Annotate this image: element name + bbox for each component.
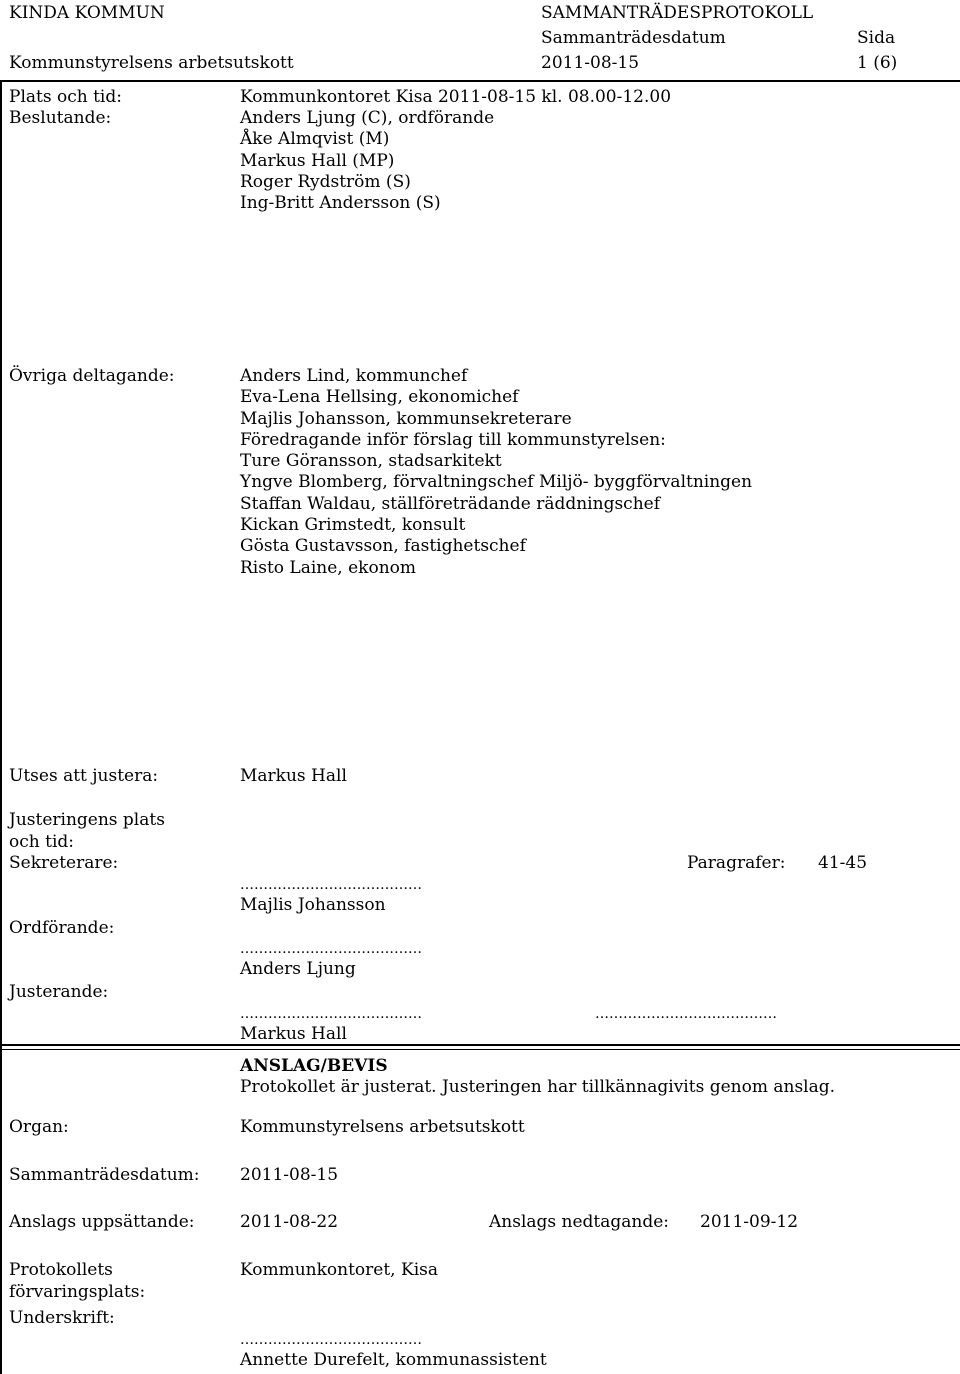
others-list	[240, 366, 752, 579]
adjust-time-label: och tid:	[9, 832, 74, 852]
storage-value: Kommunkontoret, Kisa	[240, 1260, 438, 1280]
deciding-label: Beslutande:	[9, 108, 112, 128]
header-divider	[0, 80, 960, 82]
second-signature-line: …………………………………	[595, 1006, 777, 1022]
justifier-name: Markus Hall	[240, 1024, 347, 1044]
signature-line: …………………………………	[240, 1332, 422, 1348]
participant: Risto Laine, ekonom	[240, 557, 417, 578]
removed-label: Anslags nedtagande:	[489, 1212, 670, 1232]
notice-text: Protokollet är justerat. Justeringen har tillkännagivits genom anslag.	[240, 1077, 836, 1097]
page-number: 1 (6)	[857, 53, 898, 73]
justifier-signature-line: …………………………………	[240, 1006, 422, 1022]
participant: Anders Lind, kommunchef	[240, 366, 468, 386]
notice-left-border	[0, 1044, 2, 1374]
storage-label: Protokollets	[9, 1260, 113, 1280]
participant: Yngve Blomberg, förvaltningschef Miljö- byggförvaltningen	[240, 472, 753, 493]
participant: Föredragande inför förslag till kommunstyrelsen:	[240, 429, 666, 450]
chair-label: Ordförande:	[9, 918, 115, 938]
notice-divider-inner	[0, 1049, 960, 1050]
participant: Kickan Grimstedt, konsult	[240, 515, 466, 536]
secretary-name: Majlis Johansson	[240, 895, 386, 915]
adjuster-value: Markus Hall	[240, 766, 347, 786]
chair-signature-line: …………………………………	[240, 941, 422, 957]
posted-value: 2011-08-22	[240, 1212, 339, 1232]
justifier-label: Justerande:	[9, 982, 109, 1002]
removed-value: 2011-09-12	[700, 1212, 799, 1232]
document-type: SAMMANTRÄDESPROTOKOLL	[541, 3, 814, 23]
left-border	[0, 80, 2, 1044]
signature-label: Underskrift:	[9, 1308, 115, 1328]
paragraphs-value: 41-45	[818, 853, 868, 873]
secretary-signature-line: …………………………………	[240, 877, 422, 893]
notice-meeting-date-value: 2011-08-15	[240, 1165, 339, 1185]
adjuster-label: Utses att justera:	[9, 766, 159, 786]
notice-title: ANSLAG/BEVIS	[240, 1056, 388, 1076]
signature-name: Annette Durefelt, kommunassistent	[240, 1350, 547, 1370]
paragraphs-label: Paragrafer:	[687, 853, 786, 873]
municipality-name: KINDA KOMMUN	[9, 3, 165, 23]
deciding-member: Markus Hall (MP)	[240, 150, 395, 171]
participant: Ture Göransson, stadsarkitekt	[240, 451, 502, 472]
participant: Eva-Lena Hellsing, ekonomichef	[240, 387, 519, 408]
place-label: Plats och tid:	[9, 87, 122, 107]
page-label: Sida	[857, 28, 896, 48]
participant: Staffan Waldau, ställföreträdande räddningschef	[240, 493, 660, 514]
chair-name: Anders Ljung	[240, 959, 356, 979]
deciding-member: Roger Rydström (S)	[240, 171, 411, 192]
notice-divider-top	[0, 1044, 960, 1046]
posted-label: Anslags uppsättande:	[9, 1212, 195, 1232]
notice-meeting-date-label: Sammanträdesdatum:	[9, 1165, 200, 1185]
organ-value: Kommunstyrelsens arbetsutskott	[240, 1117, 525, 1137]
deciding-list	[240, 108, 494, 214]
deciding-member: Åke Almqvist (M)	[240, 129, 390, 150]
storage-label-2: förvaringsplats:	[9, 1282, 146, 1302]
place-value: Kommunkontoret Kisa 2011-08-15 kl. 08.00-12.00	[240, 87, 672, 107]
adjust-place-label: Justeringens plats	[9, 810, 165, 830]
deciding-member: Ing-Britt Andersson (S)	[240, 193, 441, 214]
others-label: Övriga deltagande:	[9, 366, 175, 386]
participant: Majlis Johansson, kommunsekreterare	[240, 408, 572, 429]
deciding-member: Anders Ljung (C), ordförande	[240, 108, 495, 128]
meeting-date: 2011-08-15	[541, 53, 640, 73]
participant: Gösta Gustavsson, fastighetschef	[240, 536, 526, 557]
organ-label: Organ:	[9, 1117, 69, 1137]
meeting-date-label: Sammanträdesdatum	[541, 28, 726, 48]
committee-name: Kommunstyrelsens arbetsutskott	[9, 53, 294, 73]
secretary-label: Sekreterare:	[9, 853, 119, 873]
